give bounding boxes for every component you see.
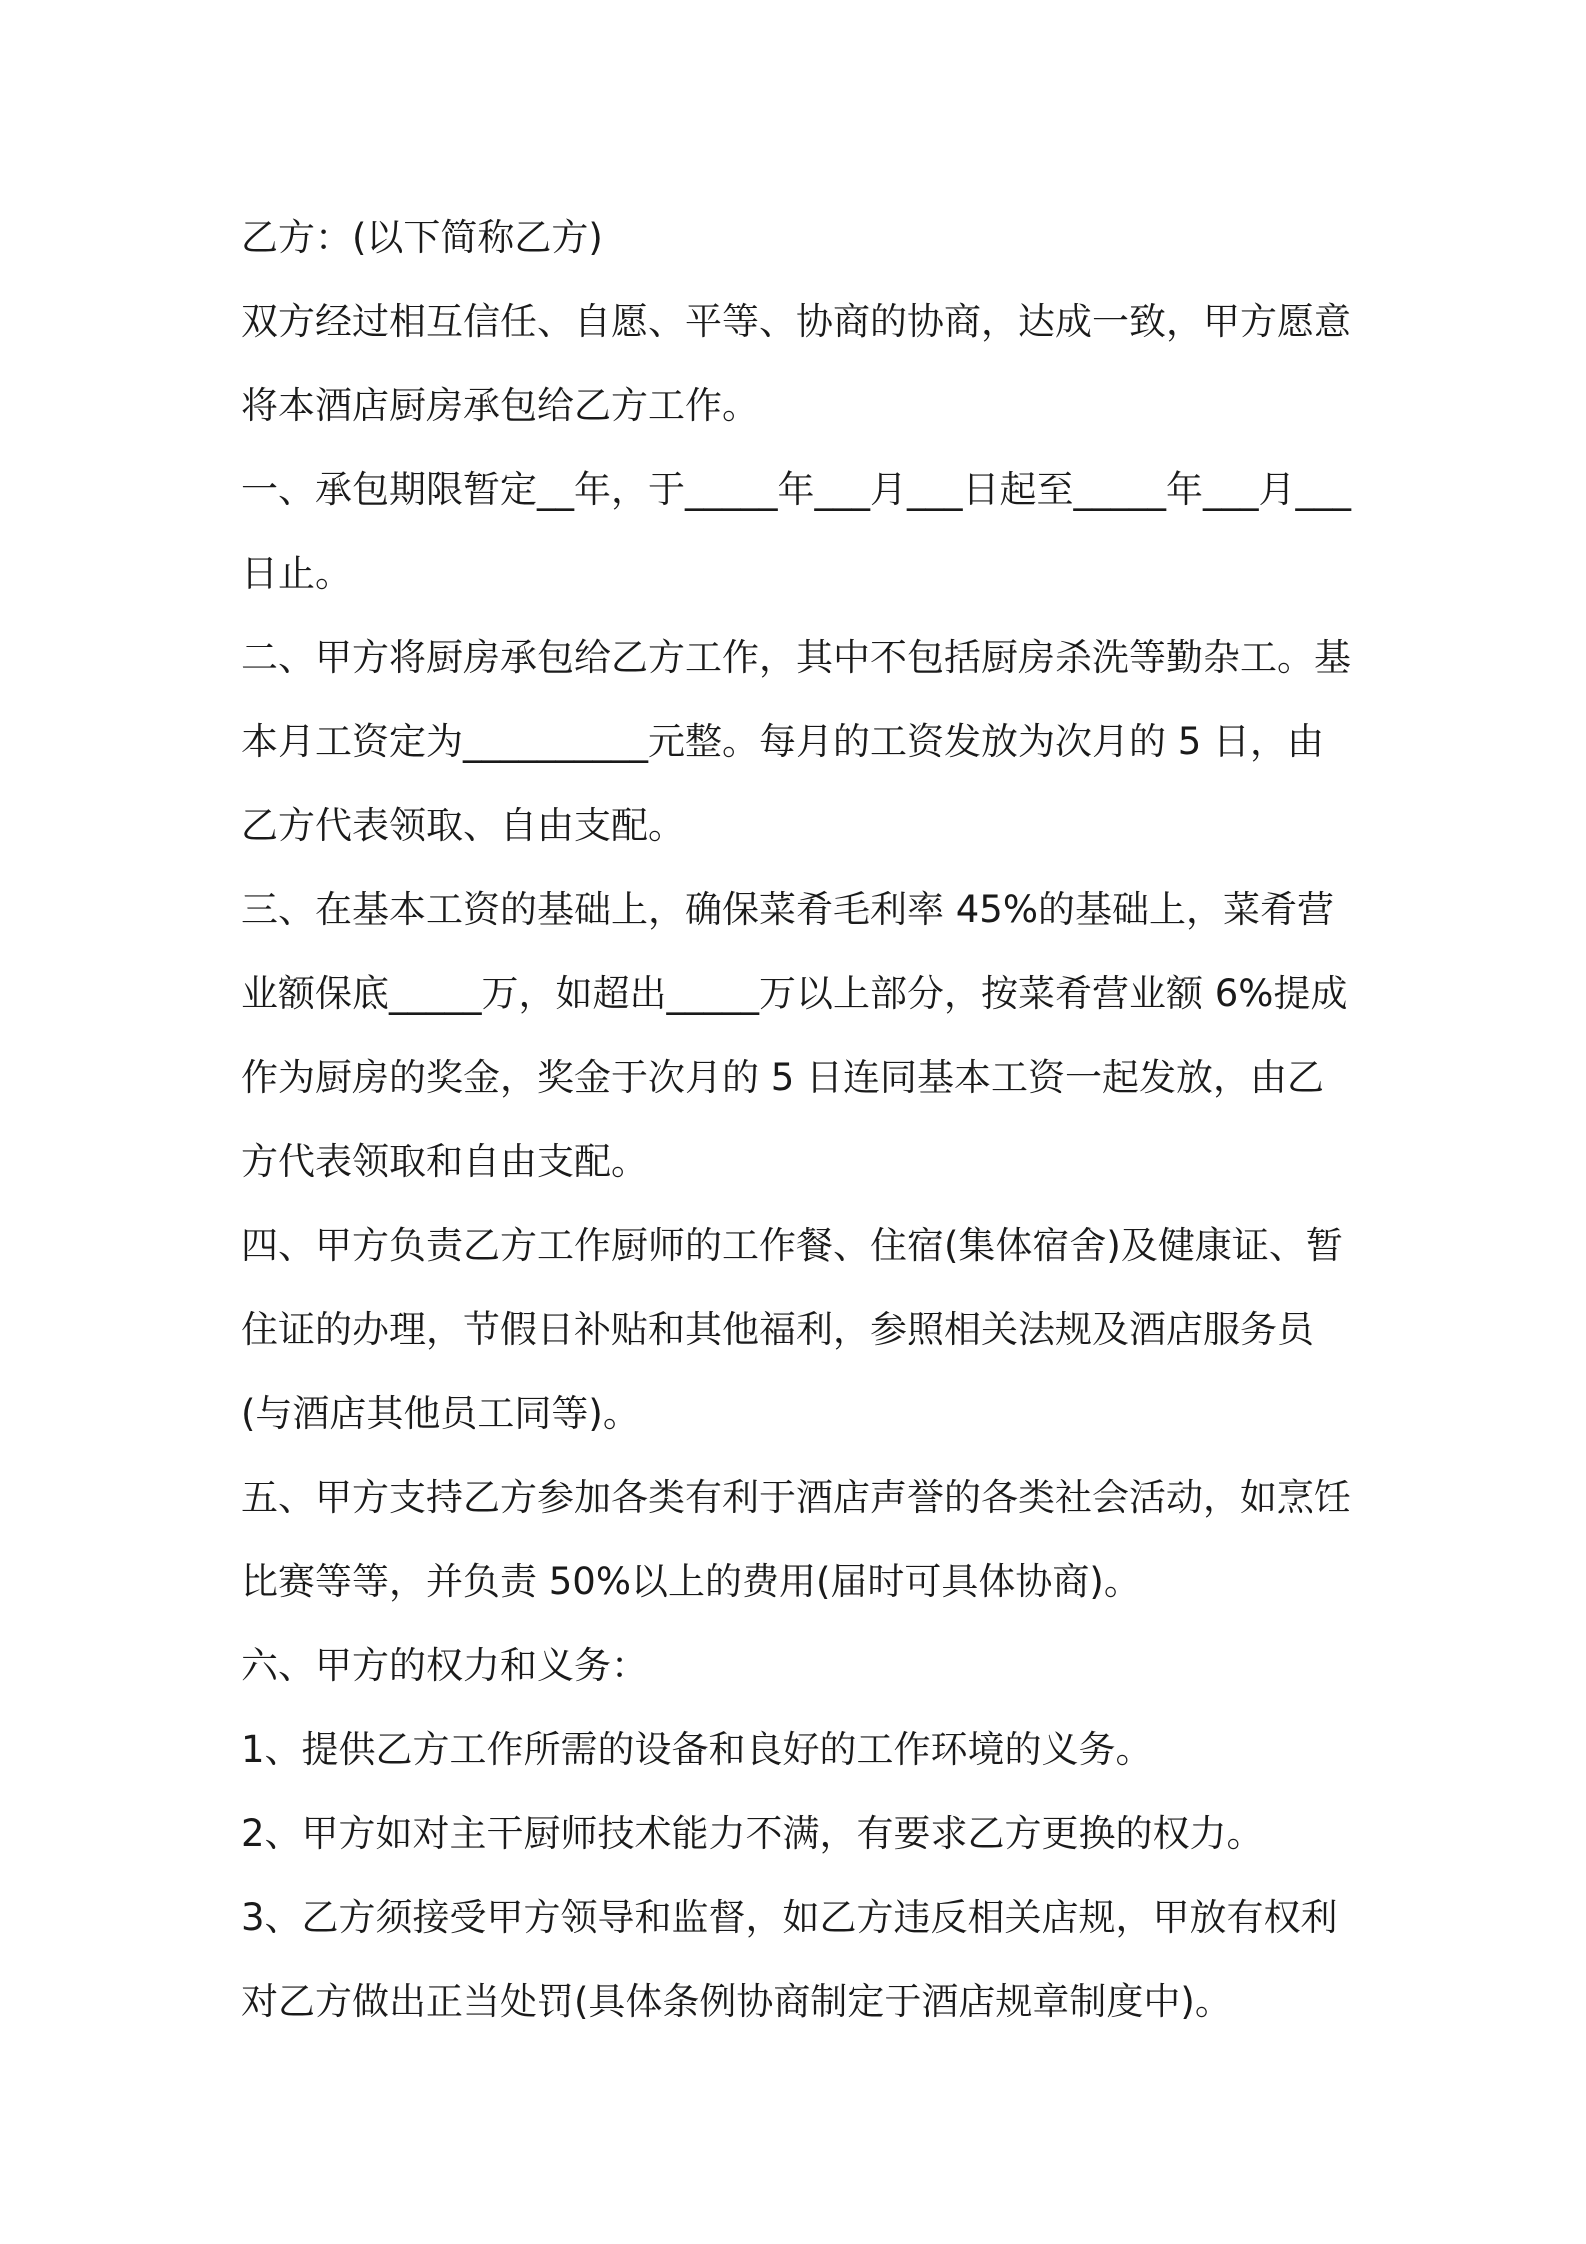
paragraph-agreement-intro: 双方经过相互信任、自愿、平等、协商的协商，达成一致，甲方愿意将本酒店厨房承包给乙方工作。 [241, 300, 1351, 427]
paragraph-item-3: 3、乙方须接受甲方领导和监督，如乙方违反相关店规，甲放有权利对乙方做出正当处罚(具体条例协商制定于酒店规章制度中)。 [241, 1896, 1338, 2023]
paragraph-party-b: 乙方：(以下简称乙方) [241, 216, 603, 259]
paragraph-item-1: 1、提供乙方工作所需的设备和良好的工作环境的义务。 [241, 1728, 1153, 1771]
paragraph-clause-1: 一、承包期限暂定__年，于_____年___月___日起至_____年___月___日止。 [241, 468, 1351, 595]
paragraph-item-2: 2、甲方如对主干厨师技术能力不满，有要求乙方更换的权力。 [241, 1812, 1264, 1855]
paragraph-clause-6-heading: 六、甲方的权力和义务： [241, 1644, 648, 1687]
paragraph-clause-5: 五、甲方支持乙方参加各类有利于酒店声誉的各类社会活动，如烹饪比赛等等，并负责 50%以上的费用(届时可具体协商)。 [241, 1476, 1351, 1603]
paragraph-clause-2: 二、甲方将厨房承包给乙方工作，其中不包括厨房杀洗等勤杂工。基本月工资定为__________元整。每月的工资发放为次月的 5 日，由乙方代表领取、自由支配。 [241, 636, 1351, 847]
paragraph-clause-3: 三、在基本工资的基础上，确保菜肴毛利率 45%的基础上，菜肴营业额保底_____万，如超出_____万以上部分，按菜肴营业额 6%提成作为厨房的奖金，奖金于次月的 5 日连同基本工资一起发放，由乙方代表领取和自由支配。 [241, 888, 1348, 1183]
document-body [241, 196, 1361, 2044]
paragraph-clause-4: 四、甲方负责乙方工作厨师的工作餐、住宿(集体宿舍)及健康证、暂住证的办理，节假日补贴和其他福利，参照相关法规及酒店服务员(与酒店其他员工同等)。 [241, 1224, 1343, 1435]
